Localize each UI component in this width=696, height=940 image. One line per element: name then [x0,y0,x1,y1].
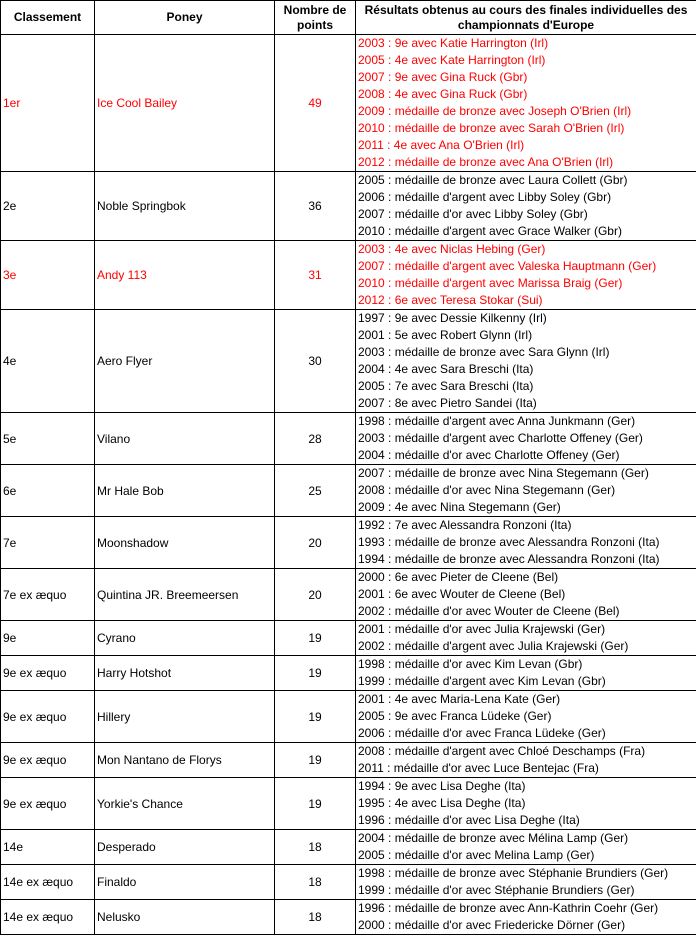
points-cell: 36 [275,172,356,241]
result-line: 2001 : 4e avec Maria-Lena Kate (Ger) [358,692,561,706]
rank-cell: 9e ex æquo [1,778,95,830]
rank-cell: 14e [1,830,95,865]
result-line: 2010 : médaille d'argent avec Grace Walker (Gbr) [358,224,622,238]
rank-cell: 7e ex æquo [1,569,95,621]
result-line: 2005 : 9e avec Franca Lüdeke (Ger) [358,709,552,723]
points-cell: 18 [275,830,356,865]
result-line: 2004 : médaille d'or avec Charlotte Offeney (Ger) [358,448,620,462]
result-line: 1995 : 4e avec Lisa Deghe (Ita) [358,796,526,810]
points-cell: 18 [275,900,356,935]
result-line: 2000 : médaille d'or avec Friedericke Dörner (Ger) [358,918,626,932]
result-line: 1993 : médaille de bronze avec Alessandra Ronzoni (Ita) [358,535,660,549]
points-cell: 28 [275,413,356,465]
result-line: 2011 : médaille d'or avec Luce Bentejac (Fra) [358,761,599,775]
rank-cell: 9e ex æquo [1,656,95,691]
points-cell: 20 [275,517,356,569]
points-cell: 31 [275,241,356,310]
table-row [1,865,696,900]
rank-cell: 6e [1,465,95,517]
result-line: 2009 : médaille de bronze avec Joseph O'Brien (Irl) [358,104,632,118]
rank-cell: 9e [1,621,95,656]
header-results: Résultats obtenus au cours des finales individuelles des championnats d'Europe [356,1,696,35]
result-line: 2001 : médaille d'or avec Julia Krajewski (Ger) [358,622,606,636]
results-cell [356,172,696,241]
pony-cell: Aero Flyer [95,310,275,413]
result-line: 2007 : médaille de bronze avec Nina Stegemann (Ger) [358,466,649,480]
header-row [1,1,696,35]
rank-cell: 1er [1,35,95,172]
result-line: 2001 : 6e avec Wouter de Cleene (Bel) [358,587,566,601]
table-body [1,35,696,935]
results-cell [356,778,696,830]
result-line: 2008 : médaille d'argent avec Chloé Deschamps (Fra) [358,744,646,758]
pony-cell: Yorkie's Chance [95,778,275,830]
pony-cell: Ice Cool Bailey [95,35,275,172]
result-line: 2003 : 9e avec Katie Harrington (Irl) [358,36,549,50]
points-cell: 20 [275,569,356,621]
result-line: 1992 : 7e avec Alessandra Ronzoni (Ita) [358,518,572,532]
result-line: 2005 : médaille de bronze avec Laura Collett (Gbr) [358,173,628,187]
table-row [1,778,696,830]
points-cell: 30 [275,310,356,413]
result-line: 1999 : médaille d'argent avec Kim Levan (Gbr) [358,674,606,688]
results-cell [356,569,696,621]
rank-cell: 14e ex æquo [1,865,95,900]
results-cell [356,691,696,743]
points-cell: 19 [275,743,356,778]
rank-cell: 9e ex æquo [1,691,95,743]
result-line: 1996 : médaille d'or avec Lisa Deghe (Ita) [358,813,580,827]
result-line: 2007 : médaille d'argent avec Valeska Hauptmann (Ger) [358,259,657,273]
result-line: 2002 : médaille d'or avec Wouter de Cleene (Bel) [358,604,620,618]
pony-cell: Moonshadow [95,517,275,569]
result-line: 2012 : médaille de bronze avec Ana O'Brien (Irl) [358,155,614,169]
pony-cell: Cyrano [95,621,275,656]
results-cell [356,310,696,413]
results-cell [356,517,696,569]
result-line: 1997 : 9e avec Dessie Kilkenny (Irl) [358,311,547,325]
result-line: 2010 : médaille d'argent avec Marissa Braig (Ger) [358,276,623,290]
results-cell [356,900,696,935]
rank-cell: 9e ex æquo [1,743,95,778]
result-line: 2007 : 8e avec Pietro Sandei (Ita) [358,396,537,410]
points-cell: 49 [275,35,356,172]
points-cell: 19 [275,656,356,691]
result-line: 1994 : médaille de bronze avec Alessandra Ronzoni (Ita) [358,552,660,566]
pony-cell: Andy 113 [95,241,275,310]
result-line: 2003 : médaille d'argent avec Charlotte Offeney (Ger) [358,431,643,445]
result-line: 2010 : médaille de bronze avec Sarah O'Brien (Irl) [358,121,625,135]
table-row [1,465,696,517]
result-line: 2007 : médaille d'or avec Libby Soley (Gbr) [358,207,588,221]
results-cell [356,656,696,691]
results-cell [356,743,696,778]
table-row [1,621,696,656]
result-line: 2012 : 6e avec Teresa Stokar (Sui) [358,293,543,307]
table-row [1,241,696,310]
result-line: 2011 : 4e avec Ana O'Brien (Irl) [358,138,525,152]
rank-cell: 2e [1,172,95,241]
result-line: 2006 : médaille d'argent avec Libby Soley (Gbr) [358,190,612,204]
result-line: 2005 : 4e avec Kate Harrington (Irl) [358,53,546,67]
pony-cell: Nelusko [95,900,275,935]
results-cell [356,621,696,656]
result-line: 2008 : médaille d'or avec Nina Stegemann (Ger) [358,483,616,497]
points-cell: 19 [275,778,356,830]
table-row [1,656,696,691]
result-line: 2002 : médaille d'argent avec Julia Krajewski (Ger) [358,639,629,653]
pony-cell: Quintina JR. Breemeersen [95,569,275,621]
result-line: 2004 : médaille de bronze avec Mélina Lamp (Ger) [358,831,629,845]
result-line: 1999 : médaille d'or avec Stéphanie Brundiers (Ger) [358,883,635,897]
result-line: 2004 : 4e avec Sara Breschi (Ita) [358,362,534,376]
header-points: Nombre de points [275,1,356,35]
points-cell: 18 [275,865,356,900]
points-cell: 19 [275,691,356,743]
result-line: 2005 : médaille d'or avec Melina Lamp (Ger) [358,848,595,862]
table-row [1,517,696,569]
result-line: 1996 : médaille de bronze avec Ann-Kathrin Coehr (Ger) [358,901,659,915]
pony-cell: Vilano [95,413,275,465]
result-line: 2006 : médaille d'or avec Franca Lüdeke (Ger) [358,726,606,740]
result-line: 1998 : médaille d'or avec Kim Levan (Gbr) [358,657,583,671]
pony-cell: Harry Hotshot [95,656,275,691]
pony-cell: Mon Nantano de Florys [95,743,275,778]
result-line: 2007 : 9e avec Gina Ruck (Gbr) [358,70,528,84]
table-row [1,900,696,935]
rank-cell: 14e ex æquo [1,900,95,935]
points-cell: 25 [275,465,356,517]
rank-cell: 3e [1,241,95,310]
result-line: 1994 : 9e avec Lisa Deghe (Ita) [358,779,526,793]
table-row [1,691,696,743]
table-row [1,310,696,413]
result-line: 2009 : 4e avec Nina Stegemann (Ger) [358,500,561,514]
result-line: 1998 : médaille de bronze avec Stéphanie Brundiers (Ger) [358,866,669,880]
rank-cell: 7e [1,517,95,569]
result-line: 2005 : 7e avec Sara Breschi (Ita) [358,379,534,393]
rank-cell: 4e [1,310,95,413]
result-line: 2003 : médaille de bronze avec Sara Glynn (Irl) [358,345,610,359]
pony-cell: Hillery [95,691,275,743]
rank-cell: 5e [1,413,95,465]
header-pony: Poney [95,1,275,35]
points-cell: 19 [275,621,356,656]
table-row [1,743,696,778]
results-cell [356,35,696,172]
results-cell [356,465,696,517]
results-cell [356,413,696,465]
results-cell [356,865,696,900]
table-row [1,569,696,621]
table-row [1,172,696,241]
result-line: 2003 : 4e avec Niclas Hebing (Ger) [358,242,546,256]
table-row [1,35,696,172]
pony-cell: Finaldo [95,865,275,900]
results-cell [356,830,696,865]
result-line: 2001 : 5e avec Robert Glynn (Irl) [358,328,533,342]
pony-cell: Noble Springbok [95,172,275,241]
result-line: 2000 : 6e avec Pieter de Cleene (Bel) [358,570,559,584]
pony-cell: Mr Hale Bob [95,465,275,517]
result-line: 2008 : 4e avec Gina Ruck (Gbr) [358,87,528,101]
pony-cell: Desperado [95,830,275,865]
results-cell [356,241,696,310]
table-row [1,413,696,465]
header-rank: Classement [1,1,95,35]
result-line: 1998 : médaille d'argent avec Anna Junkmann (Ger) [358,414,636,428]
table-row [1,830,696,865]
